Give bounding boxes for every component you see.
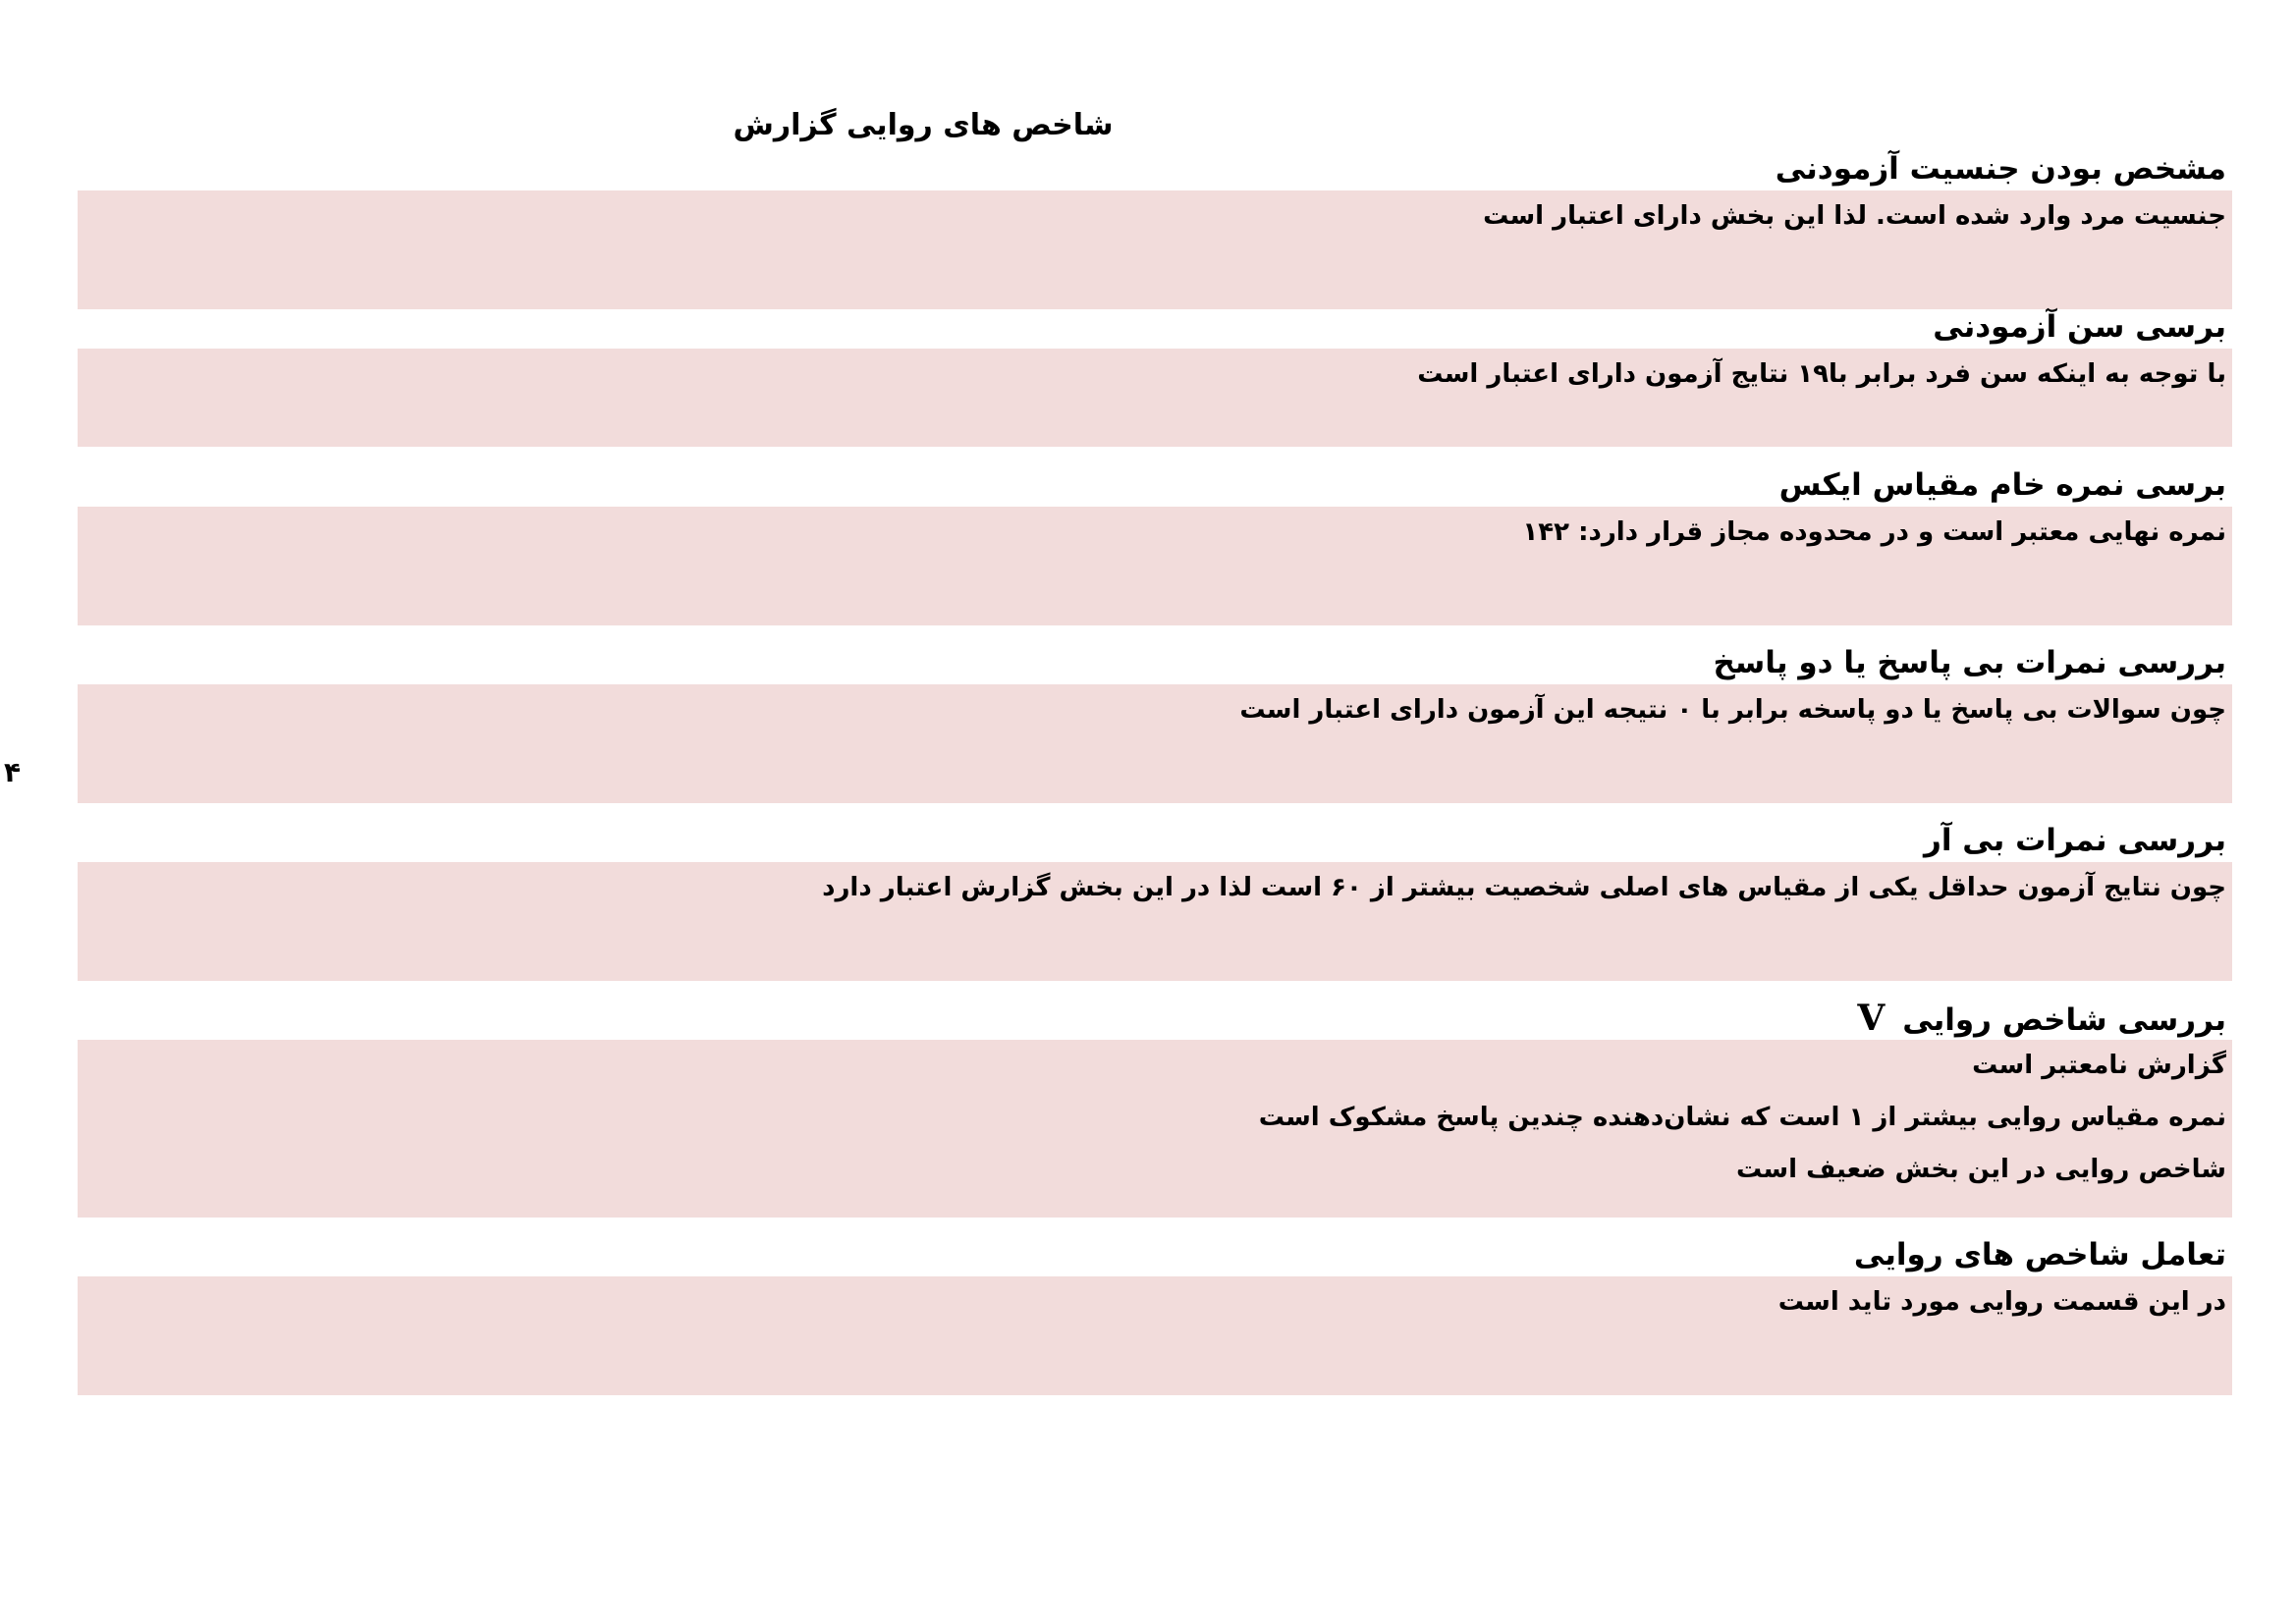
section-heading	[78, 997, 2232, 1040]
section-content-box	[78, 349, 2232, 447]
section-heading-mark: V	[1857, 998, 1886, 1039]
section-unanswered	[78, 641, 2232, 803]
section-heading: برسی سن آزمودنی	[1933, 309, 2226, 345]
section-content-box	[78, 862, 2232, 981]
section-gender	[78, 147, 2232, 309]
section-text: نمره نهایی معتبر است و در محدوده مجاز قرار دارد: ۱۴۲	[1522, 517, 2226, 547]
section-text: نمره مقیاس روایی بیشتر از ۱ است که نشان‌دهنده چندین پاسخ مشکوک است	[1258, 1103, 2226, 1132]
section-heading: بررسی نمرات بی پاسخ یا دو پاسخ	[1713, 645, 2226, 680]
section-heading: برسی نمره خام مقیاس ایکس	[1778, 467, 2226, 503]
section-text: در این قسمت روایی مورد تاید است	[1777, 1287, 2226, 1317]
section-text: چون سوالات بی پاسخ یا دو پاسخه برابر با ۰ نتیجه این آزمون دارای اعتبار است	[1239, 695, 2226, 725]
section-text: شاخص روایی در این بخش ضعیف است	[1736, 1155, 2226, 1184]
section-content-box	[78, 684, 2232, 803]
section-content-box	[78, 507, 2232, 625]
section-content-box	[78, 1276, 2232, 1395]
section-heading: تعامل شاخص های روایی	[1853, 1237, 2226, 1272]
section-validity-interaction	[78, 1233, 2232, 1395]
section-validity-index	[78, 997, 2232, 1218]
section-heading: بررسی نمرات بی آر	[1924, 823, 2226, 858]
page-title: شاخص های روایی گزارش	[733, 108, 1114, 142]
section-heading: مشخص بودن جنسیت آزمودنی	[1775, 151, 2226, 187]
section-text: جنسیت مرد وارد شده است. لذا این بخش دارای اعتبار است	[1483, 201, 2226, 231]
section-content-box	[78, 1040, 2232, 1218]
section-raw-score	[78, 463, 2232, 625]
page-number: ۴	[4, 756, 22, 788]
section-text: چون نتایج آزمون حداقل یکی از مقیاس های اصلی شخصیت بیشتر از ۶۰ است لذا در این بخش گزارش اعتبار دارد	[822, 873, 2226, 902]
section-content-box	[78, 190, 2232, 309]
section-text: با توجه به اینکه سن فرد برابر با۱۹ نتایج آزمون دارای اعتبار است	[1417, 359, 2226, 389]
section-age	[78, 305, 2232, 447]
section-text: گزارش نامعتبر است	[1972, 1051, 2226, 1080]
section-br-scores	[78, 819, 2232, 981]
section-heading-text: بررسی شاخص روایی	[1902, 1002, 2226, 1038]
